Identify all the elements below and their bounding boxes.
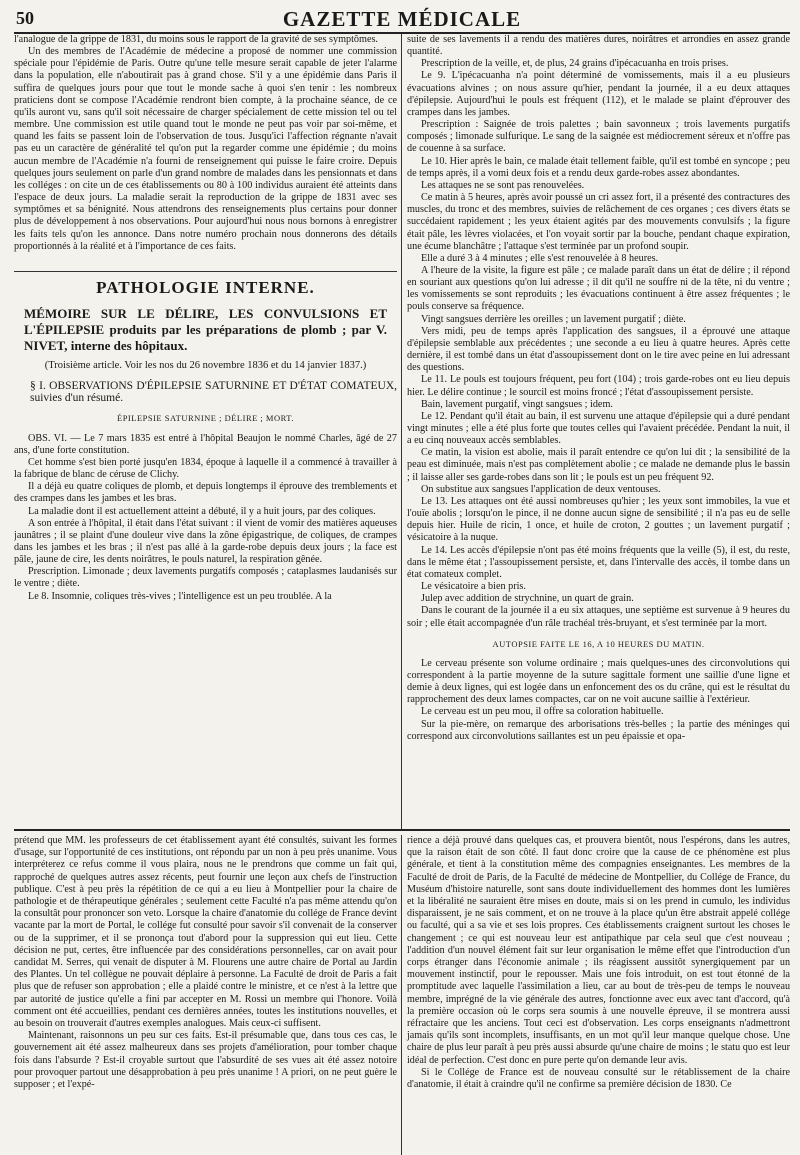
paragraph: Les attaques ne se sont pas renouvelées. (421, 179, 585, 191)
autopsy-heading: AUTOPSIE FAITE LE 16, A 10 HEURES DU MATIN. (492, 638, 705, 649)
paragraph: OBS. VI. — Le 7 mars 1835 est entré à l'hôpital Beaujon le nommé Charles, âgé de 27 ans, d'une forte constitution. (14, 432, 397, 456)
paragraph: A l'heure de la visite, la figure est pâle ; ce malade paraît dans un état de délire ; il répond en souriant aux questions qu'on lui adresse ; il dit qu'il ne souffre ni de la tête, ni du ventre ; les vomissements se sont reproduits ; les évacuations continuent à être assez fréquentes ; le pouls conserve sa fréquence. (407, 264, 790, 313)
paragraph: Le vésicatoire a bien pris. (421, 581, 526, 593)
paragraph: Si le Collége de France est de nouveau consulté sur le rétablissement de la chaire d'anatomie, il était à craindre qu'il ne confirme sa première décision de 1830. Ce (407, 1066, 790, 1091)
paragraph: Cet homme s'est bien porté jusqu'en 1834, époque à laquelle il a commencé à travailler à la fabrique de blanc de céruse de Clichy. (14, 456, 397, 481)
paragraph: Dans le courant de la journée il a eu six attaques, une septième est survenue à 9 heures du soir ; elle était accompagnée d'un râle trachéal très-bruyant, et s'est terminée par la mort. (407, 605, 790, 629)
paragraph: suite de ses lavements il a rendu des matières dures, noirâtres et arrondies en assez grande quantité. (407, 34, 790, 58)
paragraph: Bain, lavement purgatif, vingt sangsues ; idem. (421, 398, 613, 410)
masthead-title: GAZETTE MÉDICALE (282, 7, 522, 31)
paragraph: Il a déjà eu quatre coliques de plomb, et depuis longtemps il éprouve des tremblements et des crampes dans les jambes et les bras. (14, 481, 397, 505)
paragraph: La maladie dont il est actuellement atteint a débuté, il y a huit jours, par des coliques. (28, 505, 376, 517)
paragraph: l'analogue de la grippe de 1831, du moins sous le rapport de la gravité de ses symptômes. (14, 34, 378, 45)
feuilleton-section (14, 831, 790, 1155)
feuilleton-right-column (401, 835, 790, 1155)
main-columns (14, 34, 790, 829)
page-header (14, 6, 790, 34)
paragraph: Prescription de la veille, et, de plus, 24 grains d'ipécacuanha en trois prises. (421, 58, 729, 70)
paragraph: On substitue aux sangsues l'application de deux ventouses. (421, 483, 661, 495)
paragraph: Vingt sangsues derrière les oreilles ; un lavement purgatif ; diète. (421, 313, 686, 325)
paragraph: Julep avec addition de strychnine, un quart de grain. (421, 593, 634, 605)
paragraph: Le 10. Hier après le bain, ce malade était tellement faible, qu'il est tombé en syncope ; peu de temps après, il a vomi deux fois et a rendu deux garde-robes assez abondantes. (407, 155, 790, 179)
right-column (401, 34, 790, 829)
paragraph: Ce matin, la vision est abolie, mais il paraît entendre ce qu'on lui dit ; la sensibilité de la peau est diminuée, mais n'est pas complètement abolie ; ce malade ne demande plus le bassin ; il laisse aller ses garde-robes dans son lit ; le pouls est un peu fréquent 92. (407, 447, 790, 483)
case-heading: ÉPILEPSIE SATURNINE ; DÉLIRE ; MORT. (117, 413, 294, 424)
paragraph: Le 12. Pendant qu'il était au bain, il est survenu une attaque d'épilepsie qui a duré pendant vingt minutes ; elle a été plus forte que toutes celles qui l'avaient précédée. Pendant la nuit, il a eu cinq nouveaux accès semblables. (407, 410, 790, 447)
paragraph: Vers midi, peu de temps après l'application des sangsues, il a éprouvé une attaque d'épilepsie semblable aux précédentes ; une seconde a eu lieu à quatre heures. Après cette dernière, il est tombé dans un état d'assoupissement dont on le tire avec peine en lui adressant des questions. (407, 325, 790, 374)
paragraph: A son entrée à l'hôpital, il était dans l'état suivant : il vient de vomir des matières aqueuses jaunâtres ; il se plaint d'une douleur vive dans la zône épigastrique, de coliques, de crampes dans les jambes et les bras ; il n'est pas allé à la garde-robe depuis deux jours ; la face est pâle, jaune de cire, les dents noirâtres, le pouls naturel, la respiration gênée. (14, 517, 397, 566)
left-column (14, 34, 401, 829)
paragraph: Le 13. Les attaques ont été aussi nombreuses qu'hier ; les yeux sont immobiles, la vue et l'ouïe abolis ; lorsqu'on le pince, il ne donne aucun signe de sensibilité ; il n'a pas eu de selle depuis hier. Huile de ricin, 1 once, et huile de croton, 2 gouttes ; un lavement purgatif ; vésicatoire à la nuque. (407, 495, 790, 544)
paragraph: Maintenant, raisonnons un peu sur ces faits. Est-il présumable que, dans tous ces cas, le gouvernement ait été assez malheureux dans ses projets d'amélioration, pour tomber chaque fois dans l'absurde ? Est-il croyable surtout que l'absurdité de ses vues ait été assez notoire pour provoquer partout une désapprobation à peu près unanime ! A priori, on ne peut guère le supposer ; et l'expé- (14, 1030, 397, 1091)
paragraph: Elle a duré 3 à 4 minutes ; elle s'est renouvelée à 8 heures. (421, 252, 659, 264)
section-title: PATHOLOGIE INTERNE. (96, 277, 315, 297)
section-divider (14, 271, 397, 272)
paragraph: Le 9. L'ipécacuanha n'a point déterminé de vomissements, mais il a eu plusieurs évacuations alvines ; on nous assure qu'hier, pendant la journée, il a eu deux attaques d'épilepsie. Aujourd'hui le pouls est fréquent (112), et le malade se plaint d'éprouver des crampes dans les jambes. (407, 70, 790, 118)
paragraph: Ce matin à 5 heures, après avoir poussé un cri assez fort, il a présenté des contractures des muscles, du tronc et des membres, suivies de relâchement de ces organes ; ces divers états se succédaient rapidement ; les yeux étaient agités par des mouvements convulsifs ; la figure était pâle, les lèvres violacées, et l'on voyait sortir par la bouche, pendant chaque expiration, une écume blanchâtre ; l'attaque s'est terminée par un profond soupir. (407, 192, 790, 252)
paragraph: Prescription : Saignée de trois palettes ; bain savonneux ; trois lavements purgatifs composés ; limonade sulfurique. Le sang de la saignée est médiocrement séreux et n'offre pas de couenne à sa surface. (407, 119, 790, 155)
paragraph: Le 8. Insomnie, coliques très-vives ; l'intelligence est un peu troublée. A la (28, 590, 332, 602)
paragraph: Prescription. Limonade ; deux lavements purgatifs composés ; cataplasmes laudanisés sur le ventre ; diète. (14, 566, 397, 590)
paragraph: Sur la pie-mère, on remarque des arborisations très-belles ; la partie des méninges qui correspond aux circonvolutions saillantes est un peu épaissie et opa- (407, 718, 790, 742)
paragraph: rience a déjà prouvé dans quelques cas, et prouvera bientôt, nous l'espérons, dans les autres, que la raison était de son côté. Il faut donc croire que la cause de ce phénomène est plus générale, et tient à la constitution même des compagnies enseignantes. Les membres de la Faculté de droit de Paris, de la Faculté de médecine de Montpellier, du Collége de France, du Muséum d'histoire naturelle, sont sans doute individuellement des hommes dont les lumières et la libéralité ne sauraient être mises en doute, mais si on les prend in cumulo, les individus disparaissent, je ne sais comment, et on ne trouve à la place qu'un être abstrait appelé collége ou faculté, qui a sa vie et ses lois propres. Ces établissements craignent surtout les choses le changement ; ce qui est nouveau leur est antipathique par cela seul que c'est nouveau ; l'addition d'un nouvel élément fait sur leur organisation le même effet que l'introduction d'un corps étranger dans l'économie animale ; ils réagissent aussitôt synergiquement par un mouvement instinctif, pour le repousser. Mais une fois introduit, on est tout étonné de la promptitude avec laquelle l'assimilation a lieu, car au bout de très-peu de temps le nouveau membre, imprégné de la vie générale des autres, fonctionne avec eux avec tant d'accord, qu'à la première occasion où le corps sera soumis à une nouvelle épreuve, il se montrera aussi réfractaire que les anciens. Tout ceci est d'observation. Les corps enseignants n'admettront jamais qu'ils sont incomplets, insuffisants, en un mot qu'il leur manque quelque chose. Une chaire de plus leur paraît à peu près aussi absurde qu'une chaire de moins ; le statu quo est leur idéal de perfection. C'est donc en pure perte qu'on demande leur avis. (407, 835, 790, 1066)
paragraph: Un des membres de l'Académie de médecine a proposé de nommer une commission spéciale pour l'épidémie de Paris. Outre qu'une telle mesure serait capable de jeter l'alarme dans la population, elle n'aboutirait pas à grand chose. S'il y a une épidémie dans Paris il suffira de quelques jours pour que tout le monde sache à quoi s'en tenir : les nombreux praticiens dont se compose l'Académie rendront bien compte, à la prochaine séance, de ce qu'ils auront vu, sans qu'il soit nécessaire de charger spécialement de cette mission tel ou tel membre. Une commission est utile quand tout le monde ne peut pas voir par soi-même, et quand les faits se passent loin de l'observation de tous. Jusqu'ici l'affection régnante n'avait pas eu un caractère de généralité tel qu'on put la regarder comme une épidémie ; du moins aucun membre de l'Académie n'a fourni de renseignement qui puisse le faire croire. Depuis quelques jours seulement on parle d'un grand nombre de malades dans les pensionnats et dans les colléges : on cite un de ces établissements ou 80 à 100 individus auraient été atteints dans l'espace de deux jours. La maladie serait la reproduction de la grippe de 1831 avec ses symptômes et sa bénignité. Nous attendrons des renseignements plus certains pour donner plus de développement à nos observations. Pour aujourd'hui nous nous bornons à enregistrer les faits tels qu'on les annonce. Dans notre numéro prochain nous donnerons des détails proportionnés à la réalité et à l'importance de ces faits. (14, 46, 397, 252)
memoir-title: MÉMOIRE SUR LE DÉLIRE, LES CONVULSIONS ET L'ÉPILEPSIE produits par les préparations de plomb ; par V. NIVET, interne des hôpitaux. (24, 305, 387, 353)
paragraph: Le cerveau présente son volume ordinaire ; mais quelques-unes des circonvolutions qui correspondent à la partie moyenne de la suture sagittale forment une saillie d'une ligne et demie à deux lignes, qui est logée dans un enfoncement des os du crâne, qui est le résultat du rapprochement des deux lames compactes, car on ne voit aucune saillie à l'extérieur. (407, 657, 790, 706)
paragraph: Le 14. Les accès d'épilepsie n'ont pas été moins fréquents que la veille (5), il est, du reste, dans le même état ; l'assoupissement persiste, et, dans l'intervalle des accès, il tombe dans un état comateux complet. (407, 544, 790, 580)
memoir-note: (Troisième article. Voir les nos du 26 novembre 1836 et du 14 janvier 1837.) (44, 359, 367, 371)
paragraph: Le 11. Le pouls est toujours fréquent, peu fort (104) ; trois garde-robes ont eu lieu depuis hier. Le délire continue ; le sourcil est moins froncé ; l'état d'assoupissement persiste. (407, 374, 790, 398)
page-number: 50 (16, 8, 34, 28)
paragraph: prétend que MM. les professeurs de cet établissement ayant été consultés, suivant les formes d'usage, sur l'opportunité de ces institutions, ont répondu par un non à peu près unanime. Vous interpréterez ce refus comme il vous plaira, nous ne le prendrons que comme un fait qui, rapproché de quelques autres assez récents, peut fournir une leçon aux chefs de l'instruction publique. C'est à peu près la répétition de ce qui a eu lieu à Montpellier pour la chaire de pathologie et de thérapeutique générales ; seulement cette Faculté n'a pas même attendu qu'on la consultât pour prononcer son veto. Lorsque la chaire d'anatomie du collége de France devint vacante par la mort de Portal, le collége fut consulté pour savoir s'il convenait de la conserver ou de la supprimer, et il se prononça tout d'abord pour la suppression qui eut lieu. Cette décision ne put, certes, être influencée par des considérations personnelles, car on avait pour candidat M. Serres, qui venait de disputer à M. Flourens une autre chaire de Portal au Jardin des Plantes. Un tel collègue ne pouvait déplaire à personne. La Faculté de droit de Paris a fait plus que de refuser son approbation ; elle a plaidé contre le ministre, et ce n'est à la lettre que par autorité de justice qu'elle a fini par accepter en M. Rossi un membre qui l'honore. Voilà comment ont été accueillies, pendant ces dernières années, toutes les institutions nouvelles, et au besoin on trouverait d'autres exemples analogues. Mais ceux-ci suffisent. (14, 835, 397, 1030)
feuilleton-left-column (14, 835, 401, 1155)
subsection-heading: § I. OBSERVATIONS D'ÉPILEPSIE SATURNINE ET D'ÉTAT COMATEUX, suivies d'un résumé. (30, 380, 397, 405)
paragraph: Le cerveau est un peu mou, il offre sa coloration habituelle. (421, 706, 664, 718)
